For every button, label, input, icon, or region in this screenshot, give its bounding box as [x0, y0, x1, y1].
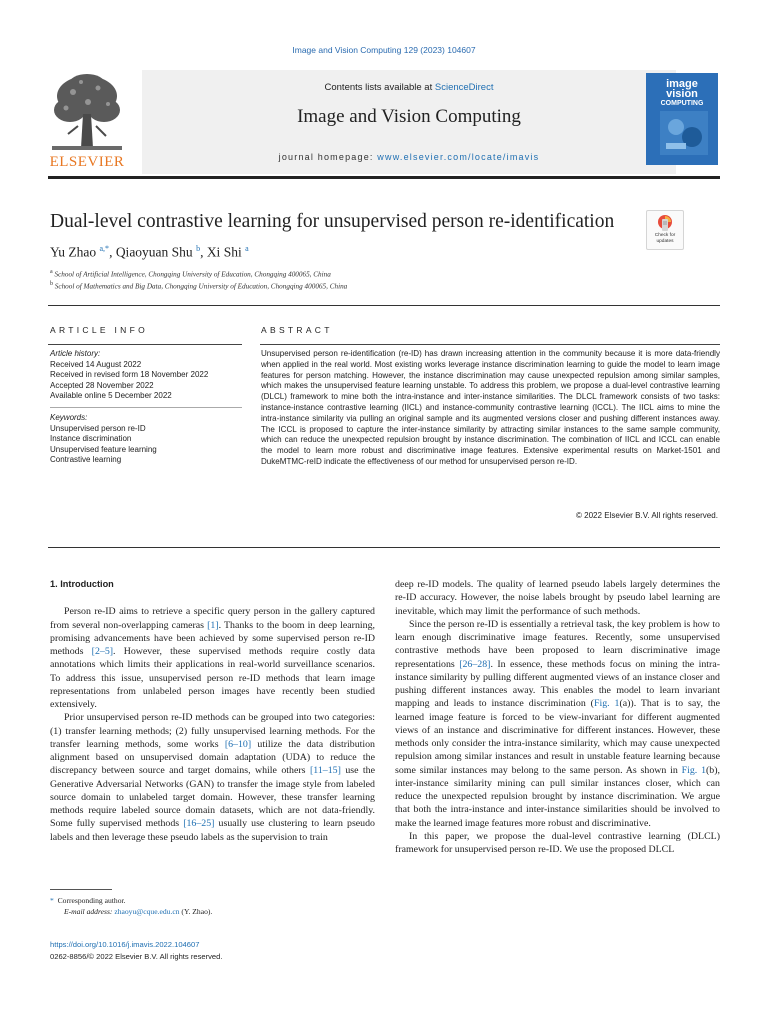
- paragraph-text: Person re-ID aims to retrieve a specific query person in the gallery captured from several non-overlapping cameras: [50, 606, 375, 631]
- paper-title: Dual-level contrastive learning for unsupervised person re-identification: [50, 211, 615, 232]
- abstract-text: Unsupervised person re-identification (re-ID) has drawn increasing attention in the community because it is more data-friendly when applied in the real world. Most existing works leverage instance discrimination learning to guide the model to learn image features for person matching. However, the instance discrimination may cause unexpected repulsion among similar samples, which makes the unsupervised feature learning unstable. To address this problem, we propose a dual-level contrastive learning (DLCL) framework to mine both the intra-instance and inter-instance similarities. The DLCL framework consists of two tasks: instance-instance contrastive learning (IICL) and instance-community contrastive learning (ICCL). The IICL aims to mine the intra-instance similarity via pulling an original sample and its augmented versions closer and pushing different instances away. The ICCL is proposed to capture the inter-instance similarity by attracting similar instances to the same sample community, which can reduce the unexpected repulsion brought by instance discrimination. The combination of IICL and ICCL can enable the model to learn more robust and discriminative image features. Extensive experimental results on Market-1501 and DukeMTMC-reID indicate the effectiveness of our method for unsupervised person re-ID.: [261, 349, 720, 466]
- corresponding-author-note: [50, 895, 212, 906]
- journal-title: Image and Vision Computing: [297, 106, 521, 127]
- history-item: Available online 5 December 2022: [50, 391, 172, 401]
- journal-reference[interactable]: Image and Vision Computing 129 (2023) 104607: [292, 45, 476, 55]
- paragraph-text: Since the person re-ID is essentially a retrieval task, the key problem is how to learn enough discriminative image features. Recently, some unsupervised contrastive methods have been proposed to learn discriminative image representations: [395, 618, 720, 670]
- paragraph-text: (b), inter-instance similarity mining can pull similar instances closer, which can reduce the unexpected repulsion brought by instance discrimination. We argue that both the intra-instance and inter-instance similarities should be involved to make the learned image features more robust and discriminative.: [395, 764, 720, 829]
- author-name: Xi Shi: [206, 244, 246, 260]
- sciencedirect-link[interactable]: ScienceDirect: [434, 82, 494, 93]
- section-divider: [48, 305, 720, 306]
- issn-line: 0262-8856/© 2022 Elsevier B.V. All rights reserved.: [50, 952, 223, 961]
- author-name: Yu Zhao: [50, 244, 100, 260]
- corresponding-author-text: Corresponding author.: [57, 896, 126, 905]
- email-link[interactable]: zhaoyu@cque.edu.cn: [114, 907, 180, 916]
- paragraph-text: use the Generative Adversarial Networks (GAN) to transfer the image style from labeled source domain to unlabeled target domain. However, these transfer learning methods require labeled source domain datasets, which are not data-friendly. Some fully supervised methods: [50, 765, 375, 830]
- citation-link[interactable]: [6–10]: [224, 738, 252, 750]
- email-line: [50, 906, 212, 917]
- paragraph-text: . In essence, these methods focus on mining the intra-instance similarity by pulling different augmented views of an instance closer and pushing different instances away. This enables the model to learn invariant mapping and leads to instance discrimination (: [395, 658, 720, 710]
- cover-title-line-2: vision: [666, 88, 698, 100]
- homepage-link[interactable]: www.elsevier.com/locate/imavis: [377, 152, 540, 162]
- article-info-column: [50, 349, 242, 466]
- author-name: Qiaoyuan Shu: [115, 244, 197, 260]
- elsevier-wordmark: ELSEVIER: [49, 154, 125, 170]
- history-item: Accepted 28 November 2022: [50, 380, 154, 390]
- citation-link[interactable]: [26–28]: [459, 658, 491, 670]
- affiliation-b-text: School of Mathematics and Big Data, Chongqing University of Education, Chongqing 400065, China: [54, 282, 348, 291]
- author-affiliation-mark[interactable]: b: [196, 244, 201, 253]
- citation-link[interactable]: Fig. 1: [593, 698, 620, 710]
- masthead: [48, 70, 720, 176]
- author-separator: ,: [109, 244, 116, 260]
- author-list: [50, 244, 249, 261]
- email-label: E-mail address:: [64, 907, 115, 916]
- abstract-copyright: © 2022 Elsevier B.V. All rights reserved.: [575, 511, 718, 520]
- affiliation-a-label: a: [50, 269, 53, 275]
- cover-title-line-1: image: [666, 78, 698, 90]
- author-separator: ,: [200, 244, 207, 260]
- affiliation-a-text: School of Artificial Intelligence, Chongqing University of Education, Chongqing 400065, China: [54, 270, 331, 279]
- header-rule: [48, 176, 720, 179]
- abstract-rule: [260, 344, 720, 345]
- check-updates-line-1: Check for: [654, 233, 676, 238]
- header-band: [142, 70, 676, 174]
- paragraph-text: In this paper, we propose the dual-level contrastive learning (DLCL) framework for unsupervised person re-ID. We use the proposed DLCL: [395, 830, 720, 855]
- doi-link[interactable]: https://doi.org/10.1016/j.imavis.2022.104607: [50, 940, 200, 949]
- citation-link[interactable]: Fig. 1: [681, 764, 707, 776]
- paragraph-text: usually use clustering to learn pseudo labels and then leverage these pseudo labels as the supervision to train: [50, 818, 375, 843]
- body-paragraph: [50, 605, 375, 711]
- keyword-item: Unsupervised person re-ID: [50, 423, 146, 433]
- body-paragraph: [50, 711, 375, 844]
- citation-link[interactable]: [2–5]: [91, 646, 114, 657]
- keywords-label: Keywords:: [50, 412, 88, 422]
- keyword-item: Contrastive learning: [50, 455, 122, 465]
- body-paragraph: [395, 578, 720, 618]
- check-updates-line-2: updates: [656, 238, 674, 244]
- paragraph-text: deep re-ID models. The quality of learned pseudo labels largely determines the re-ID accuracy. However, the noise labels brought by pseudo label learning are inevitable, which may limit the performance of such methods.: [395, 579, 720, 617]
- citation-link[interactable]: [1]: [207, 619, 219, 631]
- check-updates-label: [647, 233, 683, 244]
- footnote-rule: [50, 889, 112, 890]
- email-suffix: (Y. Zhao).: [179, 907, 213, 916]
- citation-link[interactable]: [11–15]: [309, 765, 341, 777]
- abstract-heading: ABSTRACT: [261, 325, 333, 335]
- author-affiliation-mark[interactable]: a: [245, 244, 249, 253]
- article-info-heading: ARTICLE INFO: [50, 325, 149, 335]
- article-info-rule: [48, 344, 242, 345]
- journal-cover-thumbnail[interactable]: [646, 73, 718, 165]
- body-column-left: [50, 578, 375, 844]
- affiliation-a: [50, 269, 331, 278]
- paragraph-text: . Thanks to the boom in deep learning, promising advancements have been achieved by some supervised person re-ID methods: [50, 619, 375, 657]
- contents-prefix: Contents lists available at: [324, 82, 435, 93]
- contents-line: [142, 82, 676, 93]
- body-paragraph: [395, 830, 720, 857]
- history-item: Received 14 August 2022: [50, 359, 142, 369]
- homepage-line: [142, 152, 676, 162]
- section-heading-introduction: 1. Introduction: [50, 579, 114, 589]
- citation-link[interactable]: [16–25]: [183, 818, 215, 830]
- cover-art-icon: [660, 111, 708, 155]
- asterisk-mark: *: [50, 896, 54, 905]
- keywords-rule: [50, 407, 242, 408]
- keyword-item: Unsupervised feature learning: [50, 444, 157, 454]
- paragraph-text: (a)). That is to say, the learned image feature is forced to be view-invariant for different augmented views of an instance and discriminative for different instances. However, these methods only consider the intra-instance similarity, which may cause unexpected repulsion among similar instances and result in unstable feature learning because some similar instances may belong to the same person. As shown in: [395, 698, 720, 776]
- homepage-prefix: journal homepage:: [278, 152, 378, 162]
- article-history-label: Article history:: [50, 349, 101, 358]
- check-updates-icon: [657, 214, 673, 232]
- cover-title-line-3: COMPUTING: [660, 100, 704, 107]
- footnote: [50, 895, 212, 917]
- body-paragraph: [395, 618, 720, 830]
- keyword-item: Instance discrimination: [50, 434, 132, 444]
- body-column-right: [395, 578, 720, 856]
- cover-title: [646, 79, 718, 109]
- check-for-updates-badge[interactable]: [646, 210, 684, 250]
- paragraph-text: . However, these supervised methods require costly data annotations which limits their applications in real-world surveillance scenarios. To address this issue, unsupervised person re-ID methods that learn image representations from unlabeled person images have recently been studied extensively.: [50, 646, 376, 710]
- author-affiliation-mark[interactable]: a,*: [99, 244, 110, 253]
- elsevier-tree-logo-icon[interactable]: [48, 70, 126, 170]
- history-item: Received in revised form 18 November 2022: [50, 370, 209, 380]
- body-divider: [48, 547, 720, 548]
- affiliation-b-label: b: [50, 281, 53, 287]
- affiliation-b: [50, 281, 347, 290]
- paragraph-text: Prior unsupervised person re-ID methods can be grouped into two categories: (1) transfer learning methods; (2) fully unsupervised learning methods. For the transfer learning methods, some works: [50, 712, 375, 750]
- paragraph-text: utilize the data distribution alignment based on unsupervised domain adaptation (UDA) to reduce the discrepancy between source and target domains, while others: [50, 738, 375, 777]
